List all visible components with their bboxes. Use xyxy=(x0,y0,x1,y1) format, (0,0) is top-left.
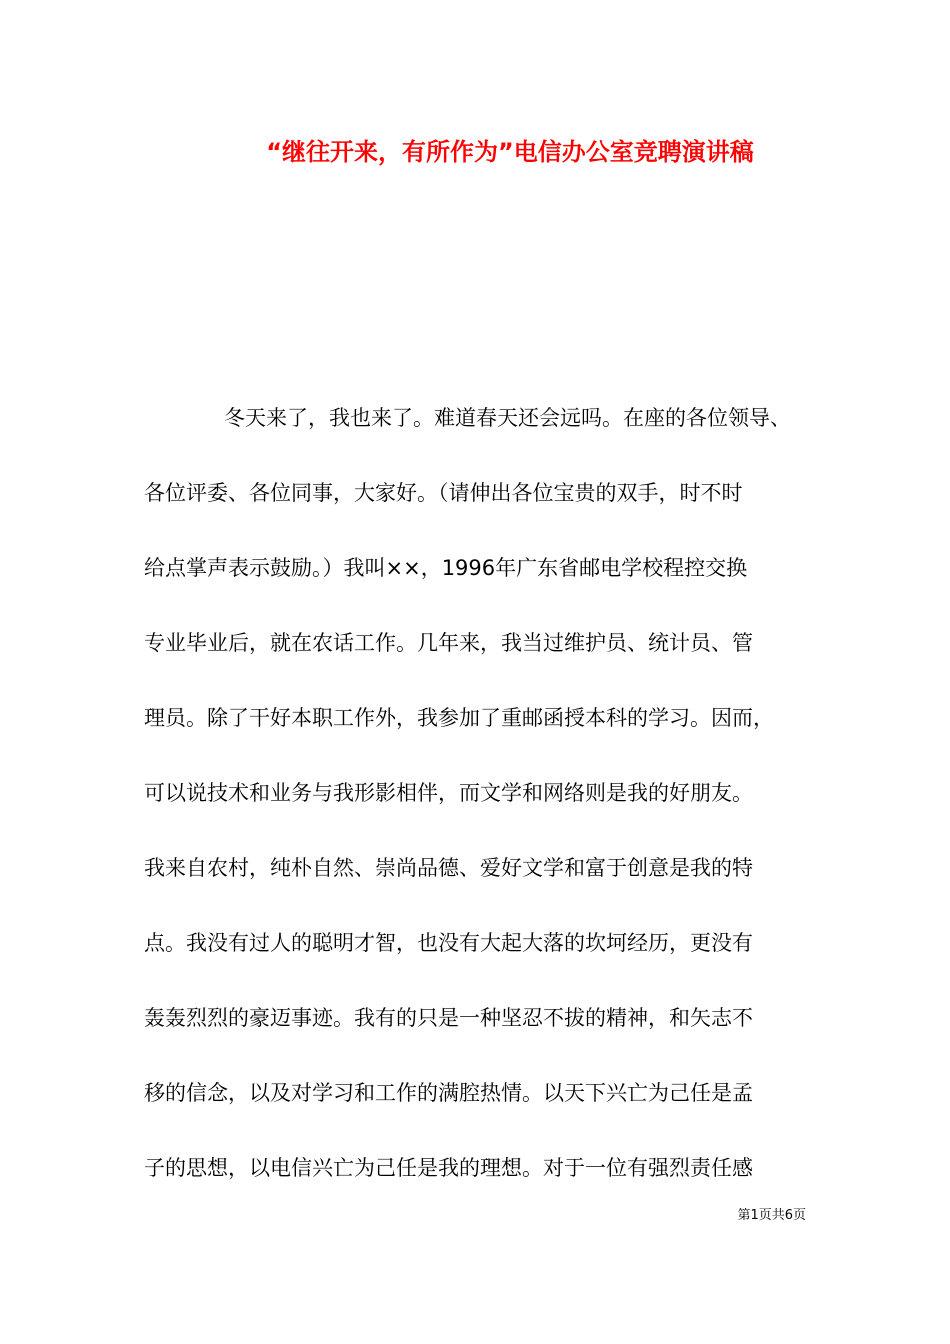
body-line: 可以说技术和业务与我形影相伴，而文学和网络则是我的好朋友。 xyxy=(144,781,753,805)
body-line: 理员。除了干好本职工作外，我参加了重邮函授本科的学习。因而， xyxy=(144,706,774,730)
body-line: 移的信念，以及对学习和工作的满腔热情。以天下兴亡为己任是孟 xyxy=(144,1081,753,1105)
document-title: “继往开来，有所作为”电信办公室竞聘演讲稿 xyxy=(266,138,754,166)
document-body xyxy=(144,400,844,1225)
body-line: 专业毕业后，就在农话工作。几年来，我当过维护员、统计员、管 xyxy=(144,631,753,655)
body-line: 点。我没有过人的聪明才智，也没有大起大落的坎坷经历，更没有 xyxy=(144,931,753,955)
body-line: 子的思想，以电信兴亡为己任是我的理想。对于一位有强烈责任感 xyxy=(144,1156,753,1180)
page-number-footer: 第1页共6页 xyxy=(737,1208,806,1223)
body-line: 各位评委、各位同事，大家好。（请伸出各位宝贵的双手，时不时 xyxy=(144,481,743,505)
body-line: 给点掌声表示鼓励。）我叫××，1996年广东省邮电学校程控交换 xyxy=(144,556,748,580)
body-line: 我来自农村，纯朴自然、崇尚品德、爱好文学和富于创意是我的特 xyxy=(144,856,753,880)
body-line: 轰轰烈烈的豪迈事迹。我有的只是一种坚忍不拔的精神，和矢志不 xyxy=(144,1006,753,1030)
body-line: 冬天来了，我也来了。难道春天还会远吗。在座的各位领导、 xyxy=(224,406,791,430)
